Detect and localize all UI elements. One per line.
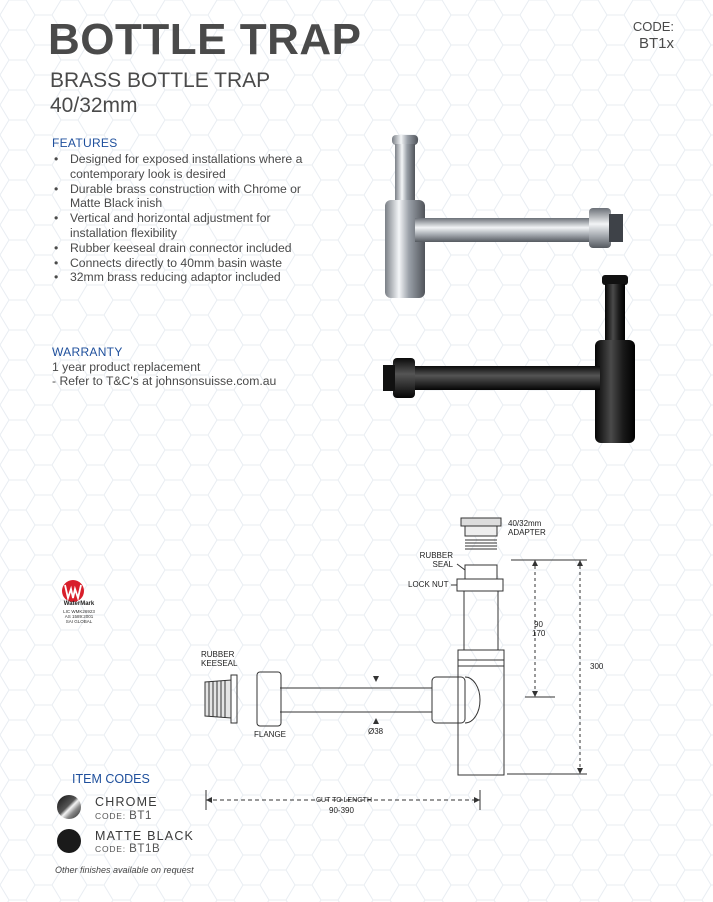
warranty-terms: - Refer to T&C's at johnsonsuisse.com.au xyxy=(52,374,277,388)
feature-item: • Designed for exposed installations where a contemporary look is desired xyxy=(52,152,312,182)
label-cut-to-length: CUT TO LENGTH xyxy=(316,797,373,804)
feature-item: • Durable brass construction with Chrome or Matte Black inish xyxy=(52,182,312,212)
label-lock-nut: LOCK NUT xyxy=(408,580,449,589)
label-rubber-keeseal: RUBBER KEESEAL xyxy=(201,650,238,668)
feature-item: • Vertical and horizontal adjustment for installation flexibility xyxy=(52,211,312,241)
dimension-300: 300 xyxy=(590,662,604,671)
watermark-standard: AS 1589:2001 xyxy=(64,614,94,619)
code-value: BT1x xyxy=(638,35,674,52)
dimension-170: 170 xyxy=(532,629,546,638)
watermark-logo-icon xyxy=(55,577,115,613)
label-diameter: Ø38 xyxy=(368,727,384,736)
feature-item: • Connects directly to 40mm basin waste xyxy=(52,256,312,271)
technical-diagram xyxy=(195,510,615,820)
features-heading: FEATURES xyxy=(52,136,118,150)
feature-item: • 32mm brass reducing adaptor included xyxy=(52,270,312,285)
product-photo xyxy=(375,130,645,445)
warranty-line: 1 year product replacement xyxy=(52,360,201,374)
finish-name-matte-black: MATTE BLACK xyxy=(95,829,195,843)
page-title: BOTTLE TRAP xyxy=(48,15,362,64)
finish-name-chrome: CHROME xyxy=(95,795,158,809)
features-list xyxy=(52,152,312,285)
label-cut-range: 90-390 xyxy=(329,806,354,815)
feature-item: • Rubber keeseal drain connector included xyxy=(52,241,312,256)
watermark-brand: WaterMark xyxy=(63,601,95,607)
finish-code-chrome: CODE: BT1 xyxy=(95,810,152,822)
product-size: 40/32mm xyxy=(50,94,138,117)
label-flange: FLANGE xyxy=(254,730,287,739)
code-label: CODE: xyxy=(632,19,674,34)
chrome-trap-image xyxy=(385,135,623,298)
item-codes-heading: ITEM CODES xyxy=(72,772,150,786)
warranty-heading: WARRANTY xyxy=(52,345,123,359)
other-finishes-note: Other finishes available on request xyxy=(55,865,194,875)
watermark-licence: LIC WMK26923 xyxy=(63,609,95,614)
watermark-certifier: SAI GLOBAL xyxy=(65,619,93,624)
label-rubber-seal: RUBBER SEAL xyxy=(419,551,453,569)
product-subtitle: BRASS BOTTLE TRAP xyxy=(50,69,271,92)
matte-black-swatch xyxy=(56,828,82,854)
label-adapter-size: 40/32mm ADAPTER xyxy=(508,519,546,537)
chrome-swatch xyxy=(56,794,82,820)
dimension-90: 90 xyxy=(534,620,543,629)
black-trap-image xyxy=(383,275,635,443)
finish-code-matte-black: CODE: BT1B xyxy=(95,843,161,855)
